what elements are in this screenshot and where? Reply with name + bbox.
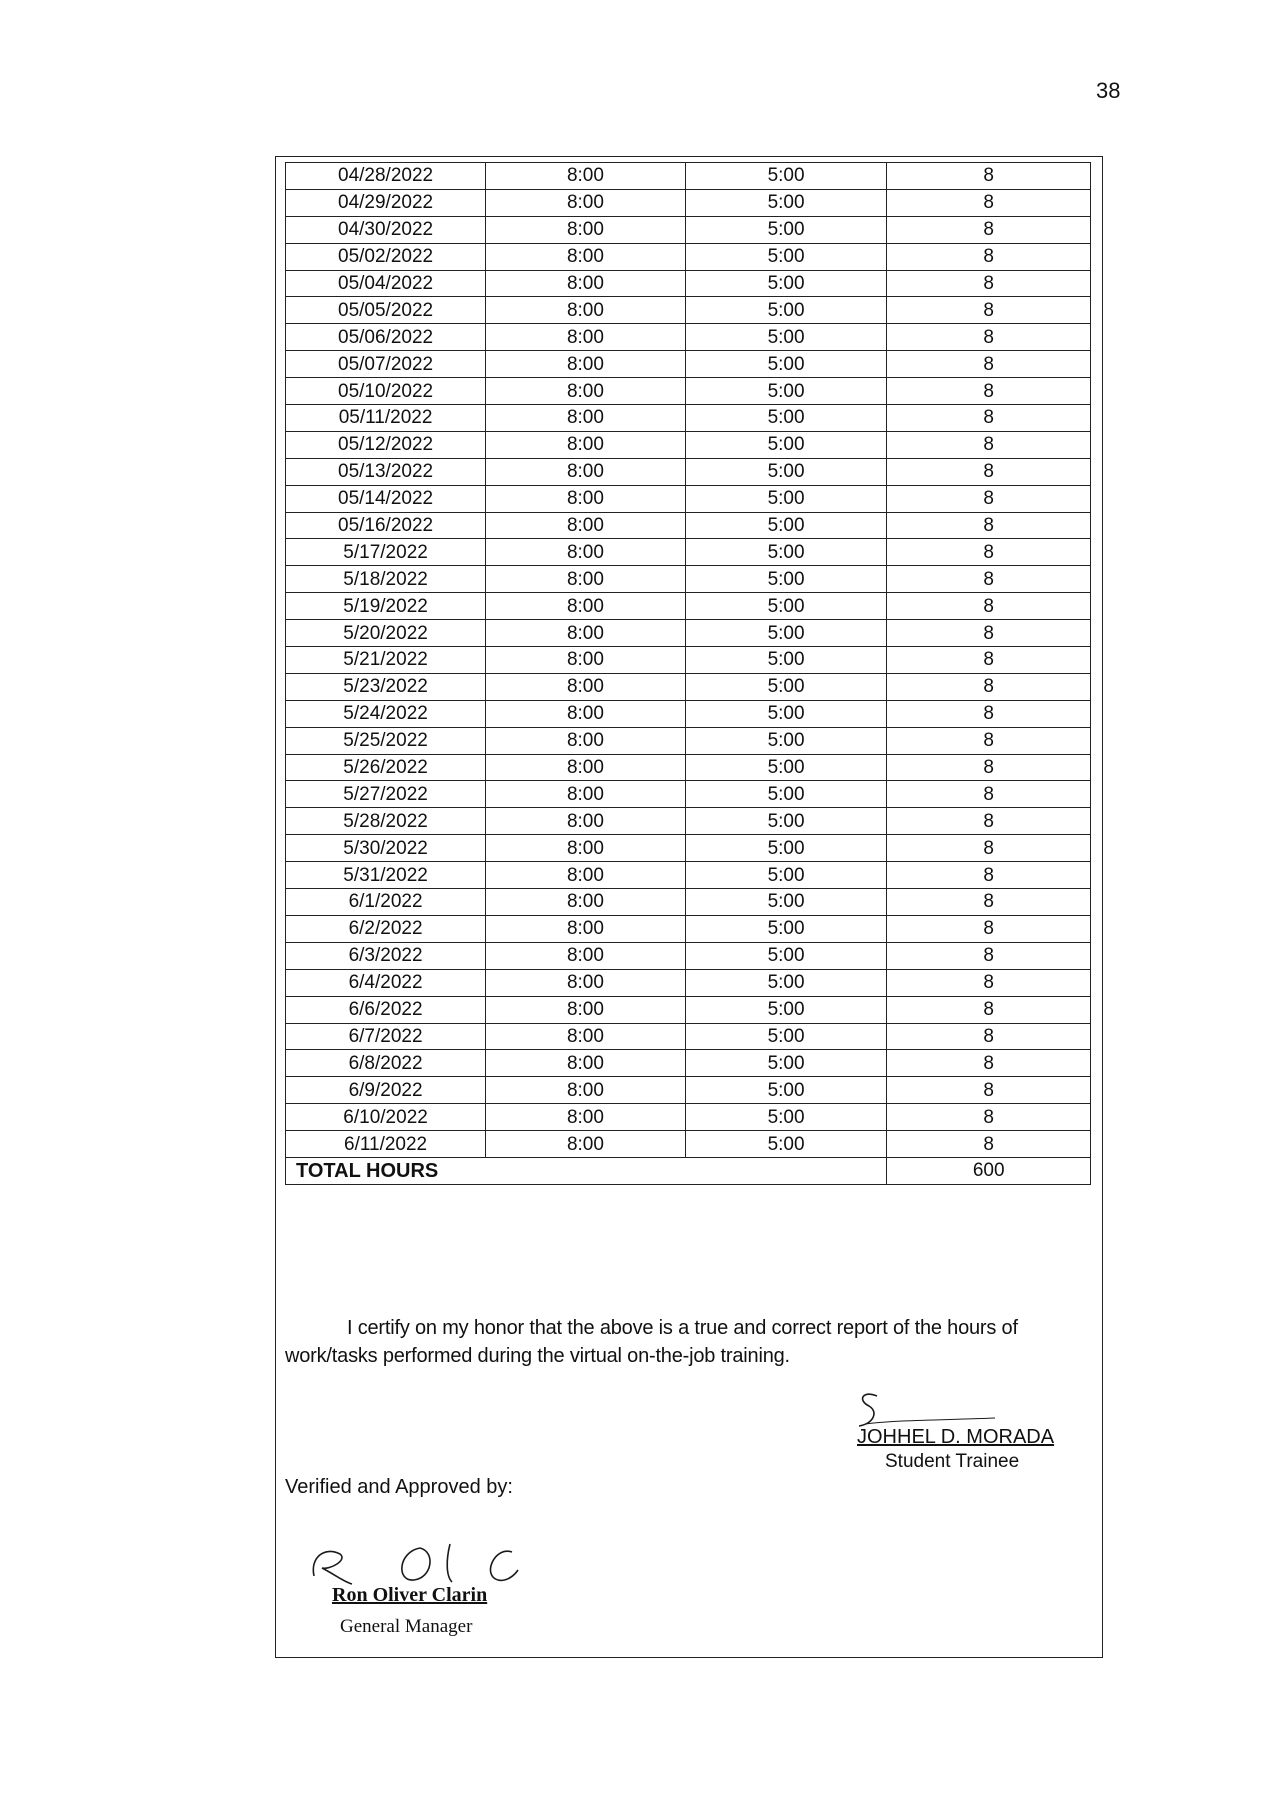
table-row: [286, 942, 1091, 969]
hours-cell: 8: [887, 351, 1091, 378]
table-row: [286, 324, 1091, 351]
time-out-cell: 5:00: [685, 727, 887, 754]
date-cell: 04/28/2022: [286, 163, 486, 190]
date-cell: 5/17/2022: [286, 539, 486, 566]
table-row: [286, 485, 1091, 512]
table-row: [286, 700, 1091, 727]
time-in-cell: 8:00: [486, 297, 686, 324]
time-out-cell: 5:00: [685, 297, 887, 324]
date-cell: 5/21/2022: [286, 647, 486, 674]
table-row: [286, 163, 1091, 190]
table-row: [286, 1104, 1091, 1131]
date-cell: 6/2/2022: [286, 915, 486, 942]
table-row: [286, 1131, 1091, 1158]
date-cell: 5/27/2022: [286, 781, 486, 808]
hours-cell: 8: [887, 942, 1091, 969]
date-cell: 05/16/2022: [286, 512, 486, 539]
approver-title: General Manager: [340, 1616, 473, 1637]
hours-cell: 8: [887, 889, 1091, 916]
hours-cell: 8: [887, 458, 1091, 485]
time-in-cell: 8:00: [486, 163, 686, 190]
time-out-cell: 5:00: [685, 862, 887, 889]
time-in-cell: 8:00: [486, 1104, 686, 1131]
date-cell: 04/29/2022: [286, 189, 486, 216]
hours-cell: 8: [887, 539, 1091, 566]
table-row: [286, 431, 1091, 458]
date-cell: 05/12/2022: [286, 431, 486, 458]
date-cell: 5/26/2022: [286, 754, 486, 781]
time-out-cell: 5:00: [685, 835, 887, 862]
time-log-table: [285, 162, 1091, 1185]
hours-cell: 8: [887, 781, 1091, 808]
approver-name: Ron Oliver Clarin: [332, 1584, 488, 1606]
time-in-cell: 8:00: [486, 1023, 686, 1050]
table-row: [286, 243, 1091, 270]
table-row: [286, 405, 1091, 432]
table-row: [286, 754, 1091, 781]
date-cell: 5/24/2022: [286, 700, 486, 727]
table-row: [286, 593, 1091, 620]
time-in-cell: 8:00: [486, 485, 686, 512]
date-cell: 05/06/2022: [286, 324, 486, 351]
hours-cell: 8: [887, 969, 1091, 996]
table-row: [286, 969, 1091, 996]
table-row: [286, 835, 1091, 862]
hours-cell: 8: [887, 324, 1091, 351]
time-in-cell: 8:00: [486, 566, 686, 593]
hours-cell: 8: [887, 593, 1091, 620]
time-out-cell: 5:00: [685, 889, 887, 916]
hours-cell: 8: [887, 431, 1091, 458]
table-row: [286, 512, 1091, 539]
date-cell: 6/6/2022: [286, 996, 486, 1023]
hours-cell: 8: [887, 378, 1091, 405]
verified-label: Verified and Approved by:: [285, 1476, 513, 1498]
date-cell: 6/8/2022: [286, 1050, 486, 1077]
table-row: [286, 673, 1091, 700]
time-in-cell: 8:00: [486, 862, 686, 889]
date-cell: 6/4/2022: [286, 969, 486, 996]
hours-cell: 8: [887, 754, 1091, 781]
table-row: [286, 862, 1091, 889]
time-out-cell: 5:00: [685, 969, 887, 996]
hours-cell: 8: [887, 1104, 1091, 1131]
date-cell: 5/23/2022: [286, 673, 486, 700]
table-row: [286, 351, 1091, 378]
table-row: [286, 620, 1091, 647]
time-out-cell: 5:00: [685, 378, 887, 405]
time-out-cell: 5:00: [685, 942, 887, 969]
table-row: [286, 1023, 1091, 1050]
time-out-cell: 5:00: [685, 566, 887, 593]
time-in-cell: 8:00: [486, 189, 686, 216]
time-in-cell: 8:00: [486, 942, 686, 969]
time-out-cell: 5:00: [685, 270, 887, 297]
hours-cell: 8: [887, 808, 1091, 835]
hours-cell: 8: [887, 405, 1091, 432]
hours-cell: 8: [887, 1131, 1091, 1158]
time-in-cell: 8:00: [486, 647, 686, 674]
date-cell: 5/28/2022: [286, 808, 486, 835]
time-out-cell: 5:00: [685, 996, 887, 1023]
time-in-cell: 8:00: [486, 889, 686, 916]
time-in-cell: 8:00: [486, 270, 686, 297]
hours-cell: 8: [887, 1023, 1091, 1050]
time-out-cell: 5:00: [685, 781, 887, 808]
table-row: [286, 727, 1091, 754]
table-row: [286, 889, 1091, 916]
date-cell: 5/18/2022: [286, 566, 486, 593]
hours-cell: 8: [887, 270, 1091, 297]
time-out-cell: 5:00: [685, 243, 887, 270]
time-in-cell: 8:00: [486, 754, 686, 781]
time-in-cell: 8:00: [486, 216, 686, 243]
hours-cell: 8: [887, 673, 1091, 700]
table-row: [286, 996, 1091, 1023]
time-in-cell: 8:00: [486, 351, 686, 378]
time-out-cell: 5:00: [685, 189, 887, 216]
hours-cell: 8: [887, 1077, 1091, 1104]
hours-cell: 8: [887, 835, 1091, 862]
total-label: TOTAL HOURS: [286, 1157, 887, 1184]
table-row: [286, 1050, 1091, 1077]
date-cell: 6/9/2022: [286, 1077, 486, 1104]
time-in-cell: 8:00: [486, 243, 686, 270]
table-row: [286, 270, 1091, 297]
time-in-cell: 8:00: [486, 996, 686, 1023]
date-cell: 05/07/2022: [286, 351, 486, 378]
date-cell: 5/19/2022: [286, 593, 486, 620]
time-out-cell: 5:00: [685, 405, 887, 432]
table-row: [286, 647, 1091, 674]
table-row: [286, 781, 1091, 808]
time-in-cell: 8:00: [486, 969, 686, 996]
hours-cell: 8: [887, 915, 1091, 942]
time-out-cell: 5:00: [685, 700, 887, 727]
time-out-cell: 5:00: [685, 163, 887, 190]
trainee-role: Student Trainee: [885, 1451, 1020, 1472]
date-cell: 6/3/2022: [286, 942, 486, 969]
time-out-cell: 5:00: [685, 673, 887, 700]
table-row: [286, 458, 1091, 485]
time-in-cell: 8:00: [486, 727, 686, 754]
time-out-cell: 5:00: [685, 1023, 887, 1050]
time-in-cell: 8:00: [486, 673, 686, 700]
date-cell: 05/14/2022: [286, 485, 486, 512]
time-out-cell: 5:00: [685, 539, 887, 566]
time-in-cell: 8:00: [486, 378, 686, 405]
time-in-cell: 8:00: [486, 324, 686, 351]
hours-cell: 8: [887, 620, 1091, 647]
hours-cell: 8: [887, 243, 1091, 270]
hours-cell: 8: [887, 485, 1091, 512]
time-out-cell: 5:00: [685, 620, 887, 647]
date-cell: 6/1/2022: [286, 889, 486, 916]
date-cell: 5/25/2022: [286, 727, 486, 754]
time-out-cell: 5:00: [685, 324, 887, 351]
time-out-cell: 5:00: [685, 647, 887, 674]
hours-cell: 8: [887, 512, 1091, 539]
date-cell: 5/31/2022: [286, 862, 486, 889]
table-row: [286, 216, 1091, 243]
hours-cell: 8: [887, 216, 1091, 243]
certification-statement: I certify on my honor that the above is a true and correct report of the hours of work/tasks performed during the virtual on-the-job training.: [285, 1317, 1018, 1367]
date-cell: 5/30/2022: [286, 835, 486, 862]
trainee-signature: [855, 1384, 1015, 1428]
time-in-cell: 8:00: [486, 539, 686, 566]
date-cell: 05/13/2022: [286, 458, 486, 485]
time-out-cell: 5:00: [685, 1050, 887, 1077]
time-out-cell: 5:00: [685, 431, 887, 458]
time-out-cell: 5:00: [685, 754, 887, 781]
time-in-cell: 8:00: [486, 1050, 686, 1077]
total-value: 600: [887, 1157, 1091, 1184]
time-in-cell: 8:00: [486, 700, 686, 727]
date-cell: 04/30/2022: [286, 216, 486, 243]
date-cell: 05/02/2022: [286, 243, 486, 270]
date-cell: 6/11/2022: [286, 1131, 486, 1158]
time-in-cell: 8:00: [486, 781, 686, 808]
date-cell: 05/05/2022: [286, 297, 486, 324]
date-cell: 6/10/2022: [286, 1104, 486, 1131]
time-in-cell: 8:00: [486, 405, 686, 432]
time-in-cell: 8:00: [486, 458, 686, 485]
time-out-cell: 5:00: [685, 915, 887, 942]
time-in-cell: 8:00: [486, 808, 686, 835]
time-in-cell: 8:00: [486, 512, 686, 539]
time-in-cell: 8:00: [486, 915, 686, 942]
time-in-cell: 8:00: [486, 431, 686, 458]
time-in-cell: 8:00: [486, 835, 686, 862]
time-out-cell: 5:00: [685, 485, 887, 512]
time-out-cell: 5:00: [685, 512, 887, 539]
hours-cell: 8: [887, 862, 1091, 889]
time-out-cell: 5:00: [685, 216, 887, 243]
trainee-name: JOHHEL D. MORADA: [857, 1426, 1055, 1448]
table-row: [286, 1077, 1091, 1104]
time-in-cell: 8:00: [486, 1077, 686, 1104]
time-in-cell: 8:00: [486, 1131, 686, 1158]
hours-cell: 8: [887, 163, 1091, 190]
page-number: 38: [1096, 78, 1121, 103]
table-row: [286, 566, 1091, 593]
time-out-cell: 5:00: [685, 1077, 887, 1104]
table-row: [286, 189, 1091, 216]
hours-cell: 8: [887, 566, 1091, 593]
table-row: [286, 378, 1091, 405]
hours-cell: 8: [887, 647, 1091, 674]
time-out-cell: 5:00: [685, 351, 887, 378]
hours-cell: 8: [887, 1050, 1091, 1077]
time-out-cell: 5:00: [685, 1104, 887, 1131]
time-in-cell: 8:00: [486, 593, 686, 620]
date-cell: 6/7/2022: [286, 1023, 486, 1050]
table-row: [286, 297, 1091, 324]
date-cell: 05/10/2022: [286, 378, 486, 405]
table-row: [286, 915, 1091, 942]
total-row: [286, 1157, 1091, 1184]
hours-cell: 8: [887, 727, 1091, 754]
time-in-cell: 8:00: [486, 620, 686, 647]
time-out-cell: 5:00: [685, 593, 887, 620]
date-cell: 05/04/2022: [286, 270, 486, 297]
table-row: [286, 808, 1091, 835]
hours-cell: 8: [887, 996, 1091, 1023]
hours-cell: 8: [887, 297, 1091, 324]
time-out-cell: 5:00: [685, 1131, 887, 1158]
date-cell: 5/20/2022: [286, 620, 486, 647]
table-row: [286, 539, 1091, 566]
time-out-cell: 5:00: [685, 458, 887, 485]
date-cell: 05/11/2022: [286, 405, 486, 432]
hours-cell: 8: [887, 189, 1091, 216]
time-out-cell: 5:00: [685, 808, 887, 835]
hours-cell: 8: [887, 700, 1091, 727]
